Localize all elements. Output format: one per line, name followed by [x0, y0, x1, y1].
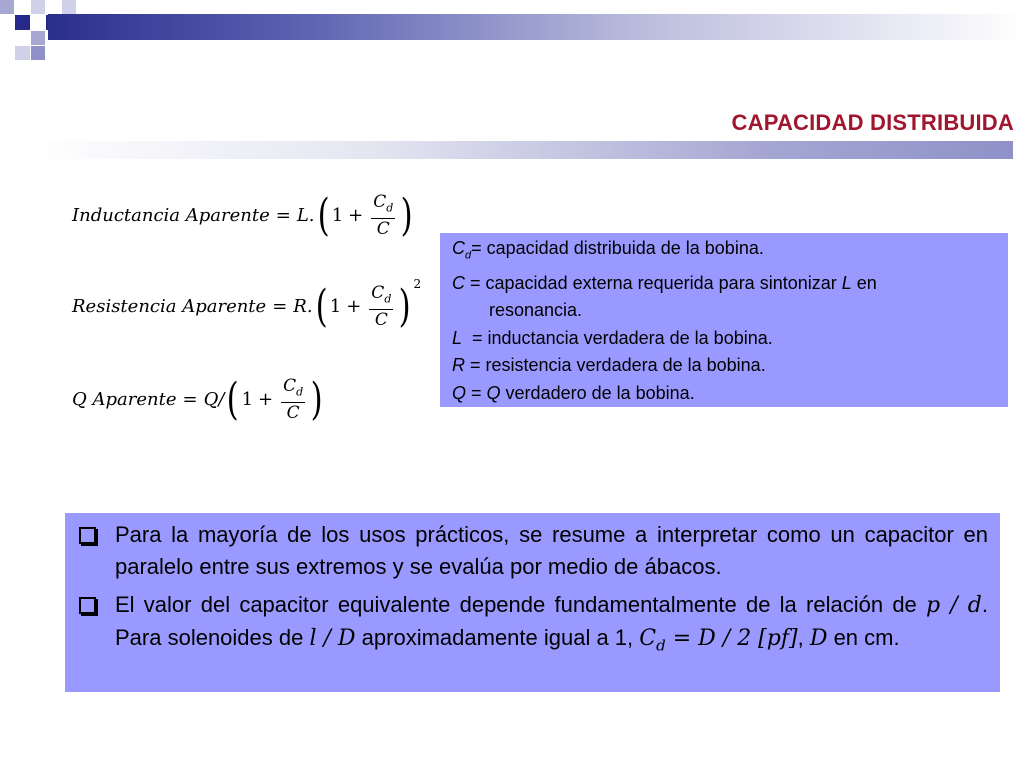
- legend-symbol: L: [452, 327, 463, 348]
- legend-text: verdadero de la bobina.: [500, 382, 695, 403]
- bullet-text: ,: [797, 625, 810, 650]
- legend-text: = capacidad distribuida de la bobina.: [471, 238, 764, 258]
- fraction-cd-c: [369, 283, 393, 330]
- bullet-text: aproximadamente igual a 1,: [355, 625, 640, 650]
- bullet-math: D: [809, 626, 828, 651]
- legend-text: = resistencia verdadera de la bobina.: [465, 355, 766, 376]
- numerator-sub: d: [384, 292, 392, 306]
- bullet-math: l / D: [309, 626, 356, 651]
- close-paren: ): [310, 373, 323, 425]
- checkbox-bullet-icon: [79, 597, 96, 614]
- formula-label: Resistencia Aparente: [72, 296, 267, 318]
- formula-inductancia: [72, 189, 415, 241]
- deco-square: [15, 15, 30, 30]
- bullet-math-sub: d: [656, 636, 666, 655]
- exponent: 2: [413, 277, 422, 291]
- equals-sign: =: [275, 205, 291, 227]
- bullet-item: [77, 589, 988, 661]
- legend-row-q: [452, 380, 996, 407]
- open-paren: (: [315, 280, 328, 332]
- equals-sign: =: [182, 389, 198, 411]
- open-paren: (: [226, 373, 239, 425]
- denominator: C: [374, 310, 388, 331]
- legend-text: = capacidad externa requerida para sintonizar: [465, 273, 842, 293]
- plus-sign: +: [348, 205, 364, 227]
- legend-symbol: C: [452, 238, 465, 258]
- numerator: C: [373, 192, 387, 212]
- legend-symbol-sub: d: [465, 249, 472, 262]
- bullet-text: en cm.: [827, 625, 900, 650]
- legend-row-c-cont: resonancia.: [489, 300, 583, 321]
- formula-label: Q Aparente: [72, 389, 177, 411]
- legend-symbol: R: [452, 355, 465, 376]
- fraction-cd-c: [281, 376, 305, 423]
- checkbox-bullet-icon: [79, 527, 96, 544]
- bullet-math: = D / 2 [pf]: [665, 626, 798, 651]
- bullet-text: El valor del capacitor equivalente depende fundamentalmente de la relación de: [115, 592, 927, 617]
- numerator: C: [371, 283, 385, 303]
- legend-text: = inductancia verdadera de la bobina.: [462, 327, 773, 348]
- numerator-sub: d: [386, 201, 394, 215]
- legend-symbol: Q: [486, 382, 501, 403]
- slide-title: CAPACIDAD DISTRIBUIDA: [731, 110, 1014, 135]
- deco-square: [62, 0, 76, 14]
- close-paren: ): [400, 189, 413, 241]
- bullets-box: [65, 513, 1000, 692]
- deco-square: [31, 46, 45, 60]
- one: 1: [241, 389, 254, 411]
- equals-sign: =: [272, 296, 288, 318]
- one: 1: [329, 296, 342, 318]
- bullet-text: . Para solenoides de: [115, 592, 988, 650]
- close-paren: ): [398, 280, 411, 332]
- plus-sign: +: [258, 389, 274, 411]
- legend-row-l: [452, 325, 996, 352]
- formula-variable: R.: [293, 296, 313, 318]
- numerator: C: [283, 376, 297, 396]
- legend-symbol: C: [452, 273, 465, 293]
- formula-resistencia: [72, 277, 422, 332]
- one: 1: [331, 205, 344, 227]
- plus-sign: +: [346, 296, 362, 318]
- denominator: C: [286, 403, 300, 424]
- bullet-item: [77, 519, 988, 583]
- deco-square: [31, 0, 45, 14]
- legend-box: [440, 233, 1008, 407]
- title-underline-bar: [30, 141, 1013, 159]
- legend-symbol: L: [841, 273, 852, 293]
- open-paren: (: [317, 189, 330, 241]
- legend-row-c: [452, 270, 996, 297]
- formula-label: Inductancia Aparente: [72, 205, 270, 227]
- deco-square: [31, 31, 45, 45]
- legend-row-cd: [452, 235, 996, 270]
- formula-variable: Q/: [203, 389, 225, 411]
- deco-square: [0, 0, 14, 14]
- bullet-text: Para la mayoría de los usos prácticos, se resume a interpretar como un capacitor en paralelo entre sus extremos y se evalúa por medio de ábacos.: [115, 522, 988, 579]
- legend-text: en: [851, 273, 877, 293]
- fraction-cd-c: [371, 192, 395, 239]
- denominator: C: [376, 219, 390, 240]
- header-gradient-bar: [48, 14, 1024, 40]
- deco-square: [15, 46, 30, 60]
- bullet-math: C: [639, 626, 657, 651]
- numerator-sub: d: [296, 385, 304, 399]
- formula-q: [72, 373, 325, 425]
- legend-row-r: [452, 352, 996, 379]
- bullet-math: p / d: [926, 593, 982, 618]
- legend-text: =: [466, 382, 487, 403]
- legend-symbol: Q: [452, 382, 467, 403]
- formula-variable: L.: [296, 205, 315, 227]
